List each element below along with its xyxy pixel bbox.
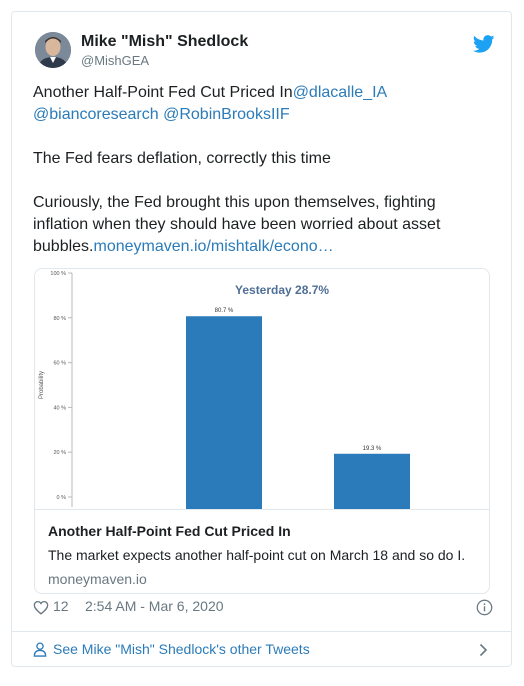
y-tick-label: 20 % (53, 450, 66, 457)
tweet-meta (33, 598, 493, 618)
tweet-text-line: bubbles. (33, 238, 94, 255)
tweet-paragraph-1 (33, 82, 493, 126)
y-axis-title: Probability (39, 370, 45, 400)
tweet-paragraph-3 (33, 192, 493, 258)
mention-link[interactable]: @biancoresearch (33, 106, 159, 123)
twitter-bird-icon[interactable] (473, 35, 495, 53)
y-tick-label: 0 % (56, 495, 66, 501)
mention-link[interactable]: @dlacalle_IA (292, 84, 388, 101)
tweet-text (33, 82, 493, 280)
display-name[interactable]: Mike "Mish" Shedlock (81, 33, 249, 50)
like-count[interactable]: 12 (53, 598, 69, 614)
y-tick-label: 60 % (53, 360, 66, 367)
info-icon[interactable] (476, 599, 493, 616)
tweet-card[interactable] (11, 11, 512, 667)
screen-name[interactable]: @MishGEA (81, 53, 150, 68)
mention-link[interactable]: @RobinBrooksIIF (163, 106, 290, 123)
tweet-paragraph-2: The Fed fears deflation, correctly this time (33, 150, 331, 167)
bar-value-label: 80.7 % (214, 308, 234, 315)
card-domain: moneymaven.io (48, 571, 147, 587)
footer-other-tweets[interactable] (12, 631, 511, 667)
tweet-headline: Another Half-Point Fed Cut Priced In (33, 84, 293, 101)
y-tick-label: 80 % (53, 315, 66, 322)
chevron-right-icon[interactable] (479, 643, 488, 657)
card-title[interactable]: Another Half-Point Fed Cut Priced In (48, 523, 291, 539)
tweet-header (35, 32, 495, 76)
other-tweets-link[interactable]: See Mike "Mish" Shedlock's other Tweets (53, 641, 310, 657)
tweet-text-line: Curiously, the Fed brought this upon themselves, fighting (33, 194, 436, 211)
chart-image[interactable] (35, 269, 490, 509)
tweet-text-line: inflation when they should have been worried about asset (33, 216, 441, 233)
probability-bar-chart (35, 269, 490, 509)
person-icon (33, 642, 47, 657)
bar-value-label: 19.3 % (362, 445, 382, 452)
timestamp[interactable]: 2:54 AM - Mar 6, 2020 (85, 598, 224, 614)
chart-bar (334, 454, 410, 509)
card-description: The market expects another half-point cut on March 18 and so do I. (48, 547, 466, 563)
heart-icon[interactable] (33, 600, 49, 615)
article-link[interactable]: moneymaven.io/mishtalk/econo… (93, 238, 334, 255)
link-preview-card[interactable] (34, 268, 490, 594)
chart-annotation: Yesterday 28.7% (235, 283, 330, 297)
y-tick-label: 40 % (53, 405, 66, 412)
avatar[interactable] (35, 32, 71, 68)
y-tick-label: 100 % (50, 271, 66, 277)
chart-bar (186, 316, 262, 509)
card-info[interactable] (35, 509, 490, 594)
